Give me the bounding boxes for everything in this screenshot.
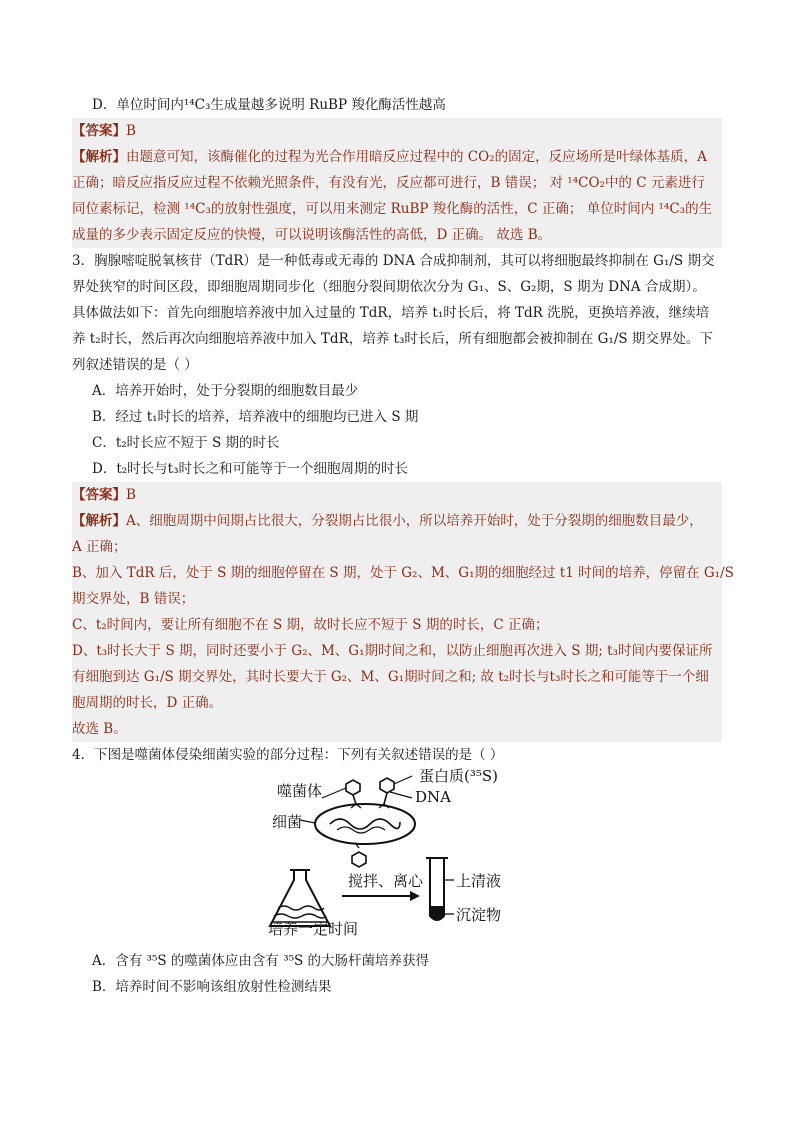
q3-analysis-line: 有细胞到达 G₁/S 期交界处，其时长要大于 G₂、M、G₁期时间之和; 故 t₂时长与t₃时长之和可能等于一个细 xyxy=(72,664,722,690)
label-process: 搅拌、离心 xyxy=(348,872,424,890)
q2-analysis-line: 正确；暗反应指反应过程不依赖光照条件，有没有光，反应都可进行，B 错误； 对 ¹⁴CO₂中的 C 元素进行 xyxy=(72,170,722,196)
q3-option-d: D．t₂时长与t₃时长之和可能等于一个细胞周期的时长 xyxy=(92,461,408,477)
q3-analysis-line: C、t₂时间内，要让所有细胞不在 S 期，故时长应不短于 S 期的时长，C 正确； xyxy=(72,612,722,638)
q2-analysis-line: 成量的多少表示固定反应的快慢，可以说明该酶活性的高低，D 正确。 故选 B。 xyxy=(72,222,722,248)
label-supernatant: 上清液 xyxy=(456,872,502,890)
q3-stem-line: 界处狭窄的时间区段，即细胞周期同步化（细胞分裂间期依次分为 G₁、S、G₂期，S 期为 DNA 合成期）。 xyxy=(72,279,706,295)
q2-analysis-line: 【解析】由题意可知，该酶催化的过程为光合作用暗反应过程中的 CO₂的固定，反应场所是叶绿体基质，A xyxy=(72,144,722,170)
q2-answer-value: B xyxy=(126,123,136,139)
q3-analysis-line: D、t₃时长大于 S 期，同时还要小于 G₂、M、G₁期时间之和，以防止细胞再次进入 S 期; t₃时间内要保证所 xyxy=(72,638,722,664)
label-dna: DNA xyxy=(415,788,451,806)
q3-analysis-line: B、加入 TdR 后，处于 S 期的细胞停留在 S 期，处于 G₂、M、G₁期的细胞经过 t1 时间的培养，停留在 G₁/S xyxy=(72,560,722,586)
q2-option-d: D．单位时间内¹⁴C₃生成量越多说明 RuBP 羧化酶活性越高 xyxy=(92,97,446,113)
q3-analysis-line: 胞周期的时长，D 正确。 xyxy=(72,690,722,716)
label-culture: 培养一定时间 xyxy=(268,920,359,938)
document-page xyxy=(72,92,734,1000)
q3-answer-value: B xyxy=(126,487,136,503)
q2-analysis-line: 同位素标记，检测 ¹⁴C₃的放射性强度，可以用来测定 RuBP 羧化酶的活性，C 正确； 单位时间内 ¹⁴C₃的生 xyxy=(72,196,722,222)
q3-stem-line: 养 t₂时长，然后再次向细胞培养液中加入 TdR，培养 t₃时长后，所有细胞都会被抑制在 G₁/S 期交界处。下 xyxy=(72,331,713,347)
q3-analysis-line: 故选 B。 xyxy=(72,716,722,742)
q3-stem-line: 3．胸腺嘧啶脱氧核苷（TdR）是一种低毒或无毒的 DNA 合成抑制剂，其可以将细胞最终抑制在 G₁/S 期交 xyxy=(72,253,715,269)
phage-infection-figure xyxy=(72,768,722,948)
q3-option-b: B．经过 t₁时长的培养，培养液中的细胞均已进入 S 期 xyxy=(92,409,419,425)
q3-stem-line: 列叙述错误的是（ ） xyxy=(72,357,198,373)
q3-option-a: A．培养开始时，处于分裂期的细胞数目最少 xyxy=(92,383,359,399)
q3-analysis-line: 期交界处，B 错误； xyxy=(72,586,722,612)
q4-option-a: A．含有 ³⁵S 的噬菌体应由含有 ³⁵S 的大肠杆菌培养获得 xyxy=(92,953,430,969)
sediment-fill xyxy=(430,906,444,920)
q2-answer xyxy=(72,118,722,144)
q3-analysis-line: A 正确； xyxy=(72,534,722,560)
q4-option-b: B．培养时间不影响该组放射性检测结果 xyxy=(92,979,332,995)
q3-analysis-tag: 【解析】 xyxy=(72,513,126,529)
label-bacteria: 细菌 xyxy=(272,813,303,831)
q3-analysis-line: 【解析】A、细胞周期中间期占比很大，分裂期占比很小，所以培养开始时，处于分裂期的细胞数目最少， xyxy=(72,508,722,534)
q3-stem-line: 具体做法如下：首先向细胞培养液中加入过量的 TdR，培养 t₁时长后，将 TdR 洗脱，更换培养液，继续培 xyxy=(72,305,710,321)
label-sediment: 沉淀物 xyxy=(456,906,502,924)
q4-stem: 4．下图是噬菌体侵染细菌实验的部分过程：下列有关叙述错误的是（ ） xyxy=(72,747,504,763)
phage-below xyxy=(352,852,366,867)
q3-answer-tag: 【答案】 xyxy=(72,487,126,503)
phage-head-left xyxy=(346,780,360,795)
q3-answer xyxy=(72,482,722,508)
q2-analysis-tag: 【解析】 xyxy=(72,149,126,165)
phage-head-right xyxy=(380,778,394,793)
q2-answer-tag: 【答案】 xyxy=(72,123,126,139)
label-phage: 噬菌体 xyxy=(277,782,323,800)
q3-option-c: C．t₂时长应不短于 S 期的时长 xyxy=(92,435,280,451)
label-protein: 蛋白质(³⁵S) xyxy=(419,767,499,785)
